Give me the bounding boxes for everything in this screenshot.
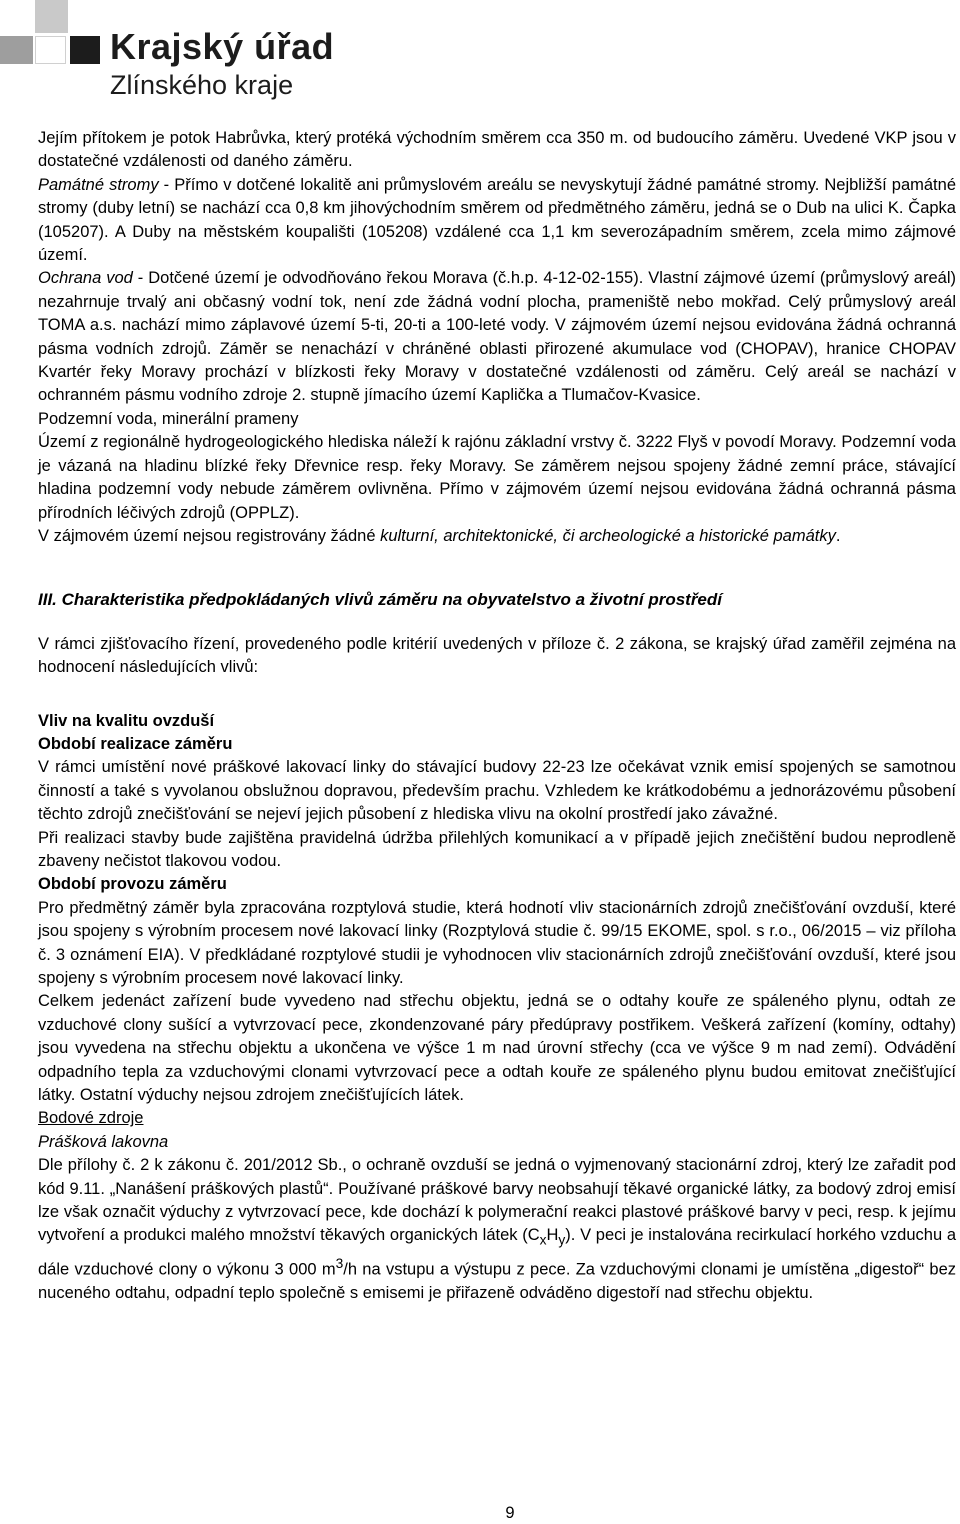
logo-square-dark [70,36,100,64]
text-lakovna-h: H [546,1226,559,1245]
text-lakovna-a: Dle přílohy č. 2 k zákonu č. 201/2012 Sb., o ochraně ovzduší se jedná o vyjmenovaný stacionární zdroj, který lze zařadit pod kód 9.11. „Nanášení práškových plastů“. Používané práškové barvy neobsahují těkavé organické látky, za bodový zdroj emisí lze však označit výduchy z vytvrzovací pece, kde dochází k polymerační reakci plastové práškové barvy v peci, resp. k jejímu vytvoření a produkci malého množství těkavých organických látek (C [38,1156,956,1245]
subscript-y: y [558,1232,566,1248]
paragraph-podzemni-voda: Území z regionálně hydrogeologického hlediska náleží k rajónu základní vrstvy č. 3222 Flyš v povodí Moravy. Podzemní voda je vázaná na hladinu blízké řeky Dřevnice resp. řeky Moravy. Se záměrem nejsou spojeny žádné zemní práce, stávající hladina podzemní vody nebude záměrem ovlivněna. Přímo v zájmovém území nejsou evidována žádná ochranná pásma přírodních léčivých zdrojů (OPPLZ). [38,433,956,522]
label-pamatne-stromy: Památné stromy [38,175,159,194]
subscript-x: x [539,1232,547,1248]
logo-square-gray [0,36,33,64]
paragraph-pamatky [38,525,956,548]
italic-pamatky: kulturní, architektonické, či archeologické a historické památky [380,526,836,545]
paragraph-provoz-2: Celkem jedenáct zařízení bude vyvedeno nad střechu objektu, jedná se o odtahy kouře ze spáleného plynu, odtah ze vzduchové clony sušící a vytvrzovací pece, zkondenzované páry předúpravy postřikem. Veškerá zařízení (komíny, odtahy) jsou vyvedena na střechu objektu a ukončena ve výšce 1 m nad úrovní střechy (cca ve výšce 9 m nad zemí). Odvádění odpadního tepla za vzduchovými clonami vytvrzovací pece a odtah kouře ze spáleného plynu budou emitovat znečišťující látky. Ostatní výduchy nejsou zdrojem znečišťujících látek. [38,992,956,1105]
logo-subtitle: Zlínského kraje [110,70,294,100]
document-body [38,127,956,1305]
heading-praskova-lakovna: Prášková lakovna [38,1132,169,1151]
heading-vliv-ovzdusi: Vliv na kvalitu ovzduší [38,711,215,730]
section-heading-iii: III. Charakteristika předpokládaných vlivů záměru na obyvatelstvo a životní prostředí [38,590,722,610]
heading-bodove-zdroje: Bodové zdroje [38,1109,144,1128]
text-pamatne-stromy: - Přímo v dotčené lokalitě ani průmyslovém areálu se nevyskytují žádné památné stromy. Nejbližší památné stromy (duby letní) se nachází cca 0,8 km jihovýchodním směrem od předmětného záměru, jedná se o Dub na ulici K. Čapka (105207). A Duby na městském koupališti (105208) vzdálené cca 1,1 km severozápadním směrem, zcela mimo zájmové území. [38,175,956,265]
section-intro: V rámci zjišťovacího řízení, provedeného podle kritérií uvedených v příloze č. 2 zákona, se krajský úřad zaměřil zejména na hodnocení následujících vlivů: [38,634,956,677]
paragraph-provoz-1: Pro předmětný záměr byla zpracována rozptylová studie, která hodnotí vliv stacionárních zdrojů znečišťování ovzduší, které jsou spojeny s výrobním procesem nové lakovací linky (Rozptylová studie č. 99/15 EKOME, spol. s r.o., 06/2015 – viz příloha č. 3 oznámení EIA). V předkládané rozptylové studii je vyhodnocen vliv stacionárních zdrojů znečišťování ovzduší, které jsou spojeny s výrobním procesem nové lakovací linky. [38,898,956,987]
superscript-3: 3 [335,1256,344,1272]
text-ochrana-vod: - Dotčené území je odvodňováno řekou Morava (č.h.p. 4-12-02-155). Vlastní zájmové území (průmyslový areál) nezahrnuje trvalý ani občasný vodní tok, není zde žádná vodní plocha, prameniště nebo mokřad. Celý průmyslový areál TOMA a.s. nachází mimo záplavové území 5-ti, 20-ti a 100-leté vody. V zájmovém území nejsou evidována žádná ochranná pásma vodních zdrojů. Záměr se nenachází v chráněné oblasti přirozené akumulace vod (CHOPAV), hranice CHOPAV Kvartér řeky Moravy prochází v blízkosti řeky Moravy v dostatečné vzdálenosti od záměru. Celý areál se nachází v ochranném pásmu vodního zdroje 2. stupně jímacího území Kaplička a Tlumačov-Kvasice. [38,269,956,405]
paragraph-habruvka: Jejím přítokem je potok Habrůvka, který protéká východním směrem cca 350 m. od budoucího záměru. Uvedené VKP jsou v dostatečné vzdálenosti od daného záměru. [38,129,956,171]
label-ochrana-vod: Ochrana vod [38,269,133,288]
krajsky-urad-logo [0,0,335,110]
heading-podzemni-voda: Podzemní voda, minerální prameny [38,409,299,428]
spacer [38,548,956,588]
logo-square-white [35,36,66,64]
text-lakovna-c: /h na vstupu a výstupu z pece. Za vzduchovými clonami je umístěna „digestoř“ bez nuceného odtahu, odpadní teplo společně s emisemi je přiřazeně odváděno digestoří nad střechu objektu. [38,1260,956,1303]
text-pamatky-end: . [835,526,841,545]
text-lakovna-b: ). V peci je instalována recirkulací horkého vzduchu a dále vzduchové clony o výkonu 3 000 m [38,1226,956,1279]
spacer [38,612,956,633]
heading-obdobi-realizace: Období realizace záměru [38,734,233,753]
paragraph-realizace-2: Při realizaci stavby bude zajištěna pravidelná údržba přilehlých komunikací a v případě jejich znečištění budou neprodleně zbaveny nečistot tlakovou vodou. [38,828,956,870]
heading-obdobi-provozu: Období provozu záměru [38,875,227,894]
paragraph-pamatne-stromy [38,174,956,268]
spacer [38,680,956,710]
page-number: 9 [505,1504,515,1522]
logo-title: Krajský úřad [110,26,335,67]
paragraph-realizace-1: V rámci umístění nové práškové lakovací linky do stávající budovy 22-23 lze očekávat vznik emisí spojených se samotnou činností a také s vyvolanou obslužnou dopravou, především prachu. Vzhledem ke krátkodobému a jednorázovému působení těchto zdrojů znečišťování se nejeví jejich působení z hlediska vlivu na okolní prostředí jako závažné. [38,758,956,824]
paragraph-lakovna [38,1154,956,1305]
logo-square-light [35,0,68,33]
text-pamatky: V zájmovém území nejsou registrovány žádné [38,526,381,545]
paragraph-ochrana-vod [38,267,956,407]
